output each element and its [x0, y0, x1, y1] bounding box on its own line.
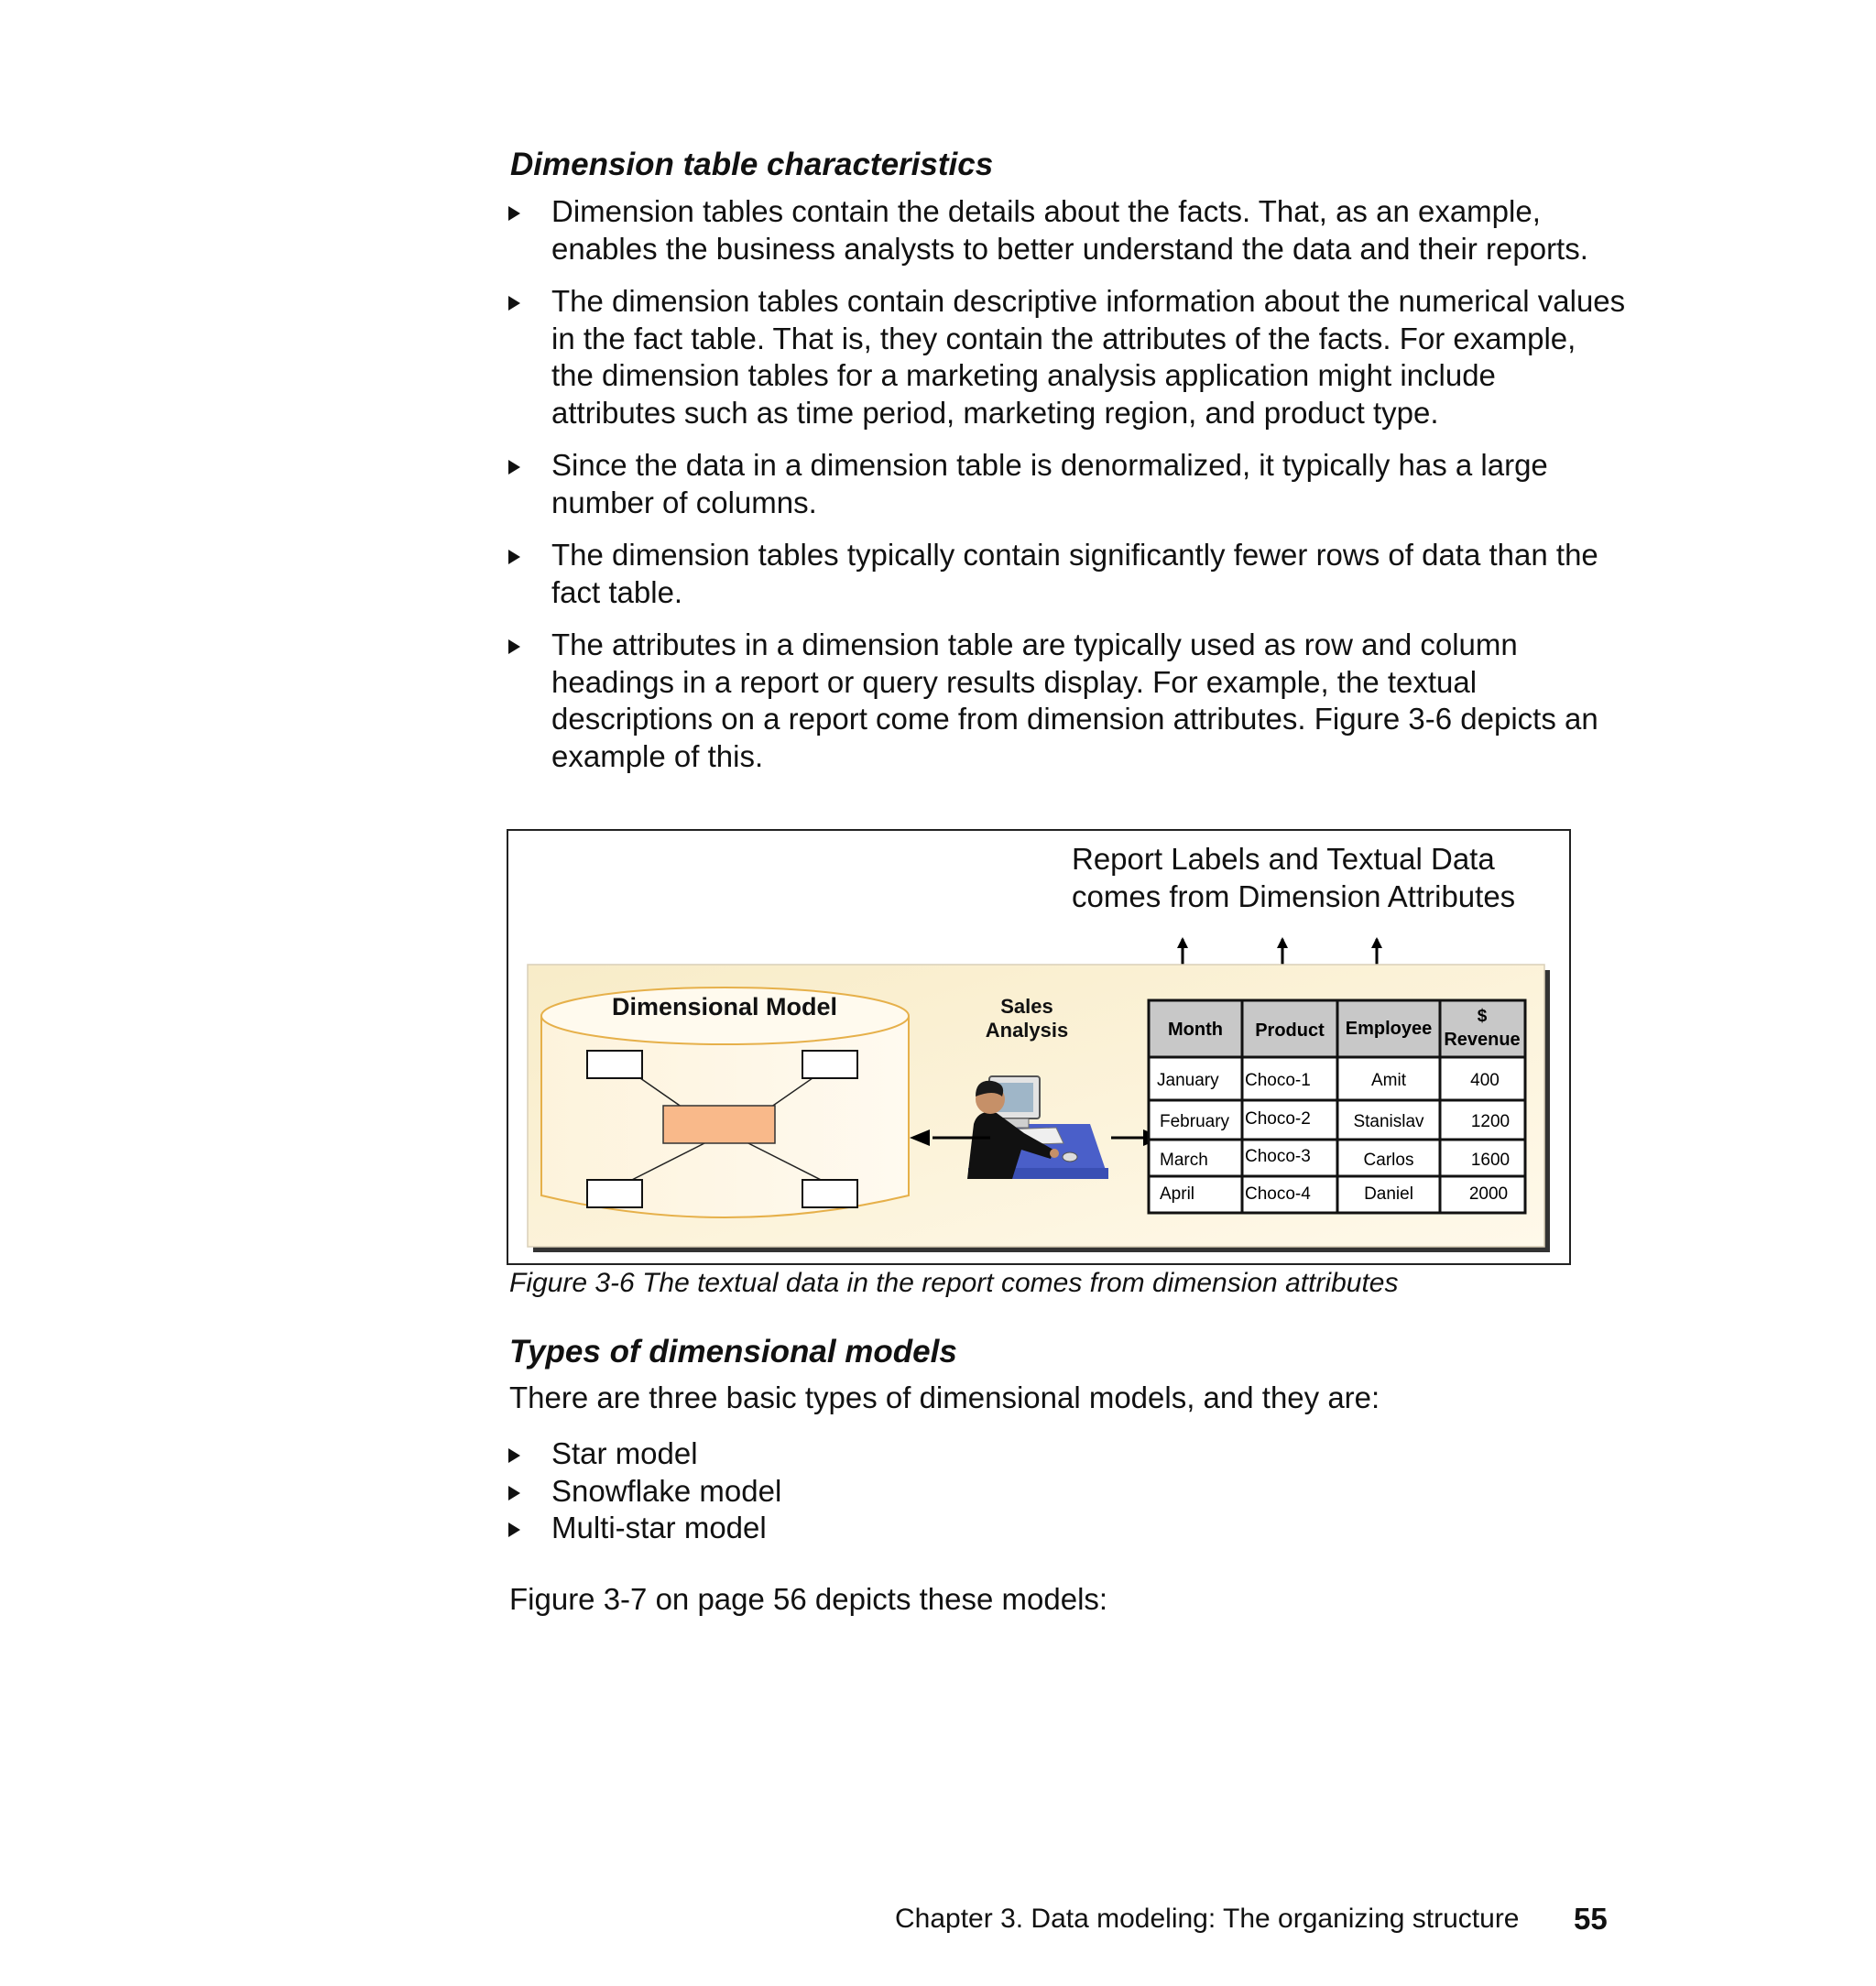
bullet-triangle-icon: [508, 550, 520, 564]
top-label-line1: Report Labels and Textual Data: [1072, 842, 1495, 876]
header-revenue: Revenue: [1444, 1030, 1521, 1050]
figure-caption: Figure 3-6 The textual data in the report comes from dimension attributes: [509, 1268, 1399, 1298]
header-employee: Employee: [1345, 1019, 1433, 1039]
bullet-triangle-icon: [508, 206, 520, 221]
list-item: [508, 537, 1626, 611]
cell-revenue: 2000: [1468, 1184, 1509, 1204]
list-item: [508, 1435, 1626, 1473]
list-item: [508, 193, 1626, 267]
dimension-box: [587, 1180, 642, 1207]
footer-chapter-title: Chapter 3. Data modeling: The organizing structure: [895, 1904, 1520, 1934]
cell-revenue: 1200: [1470, 1112, 1511, 1131]
section-heading-types: Types of dimensional models: [509, 1334, 957, 1369]
list-item-text: Snowflake model: [551, 1473, 782, 1508]
report-table: [1149, 1000, 1525, 1213]
list-item-text: Dimension tables contain the details about the facts. That, as an example, enables the business analysts to better understand the data and their reports.: [551, 194, 1588, 266]
header-dollar: $: [1477, 1007, 1488, 1026]
fact-table-box: [663, 1106, 775, 1143]
figure-3-6-diagram: [507, 829, 1571, 1265]
model-types-list: [508, 1435, 1626, 1547]
list-item-text: Since the data in a dimension table is denormalized, it typically has a large number of columns.: [551, 448, 1548, 519]
bullet-triangle-icon: [508, 460, 520, 475]
dimension-box: [802, 1051, 857, 1078]
header-product: Product: [1255, 1020, 1325, 1041]
list-item-text: The dimension tables typically contain significantly fewer rows of data than the fact table.: [551, 538, 1598, 609]
cell-employee: Daniel: [1364, 1184, 1413, 1204]
list-item: [508, 627, 1626, 775]
sales-label-line1: Sales: [1000, 995, 1053, 1018]
list-item-text: The attributes in a dimension table are typically used as row and column headings in a report or query results display. For example, the textual descriptions on a report come from dimension attributes. Figure 3-6 depicts an example of this.: [551, 627, 1598, 773]
top-label-line2: comes from Dimension Attributes: [1072, 879, 1516, 913]
page-number: 55: [1574, 1902, 1608, 1936]
list-item: [508, 1473, 1626, 1511]
cell-revenue: 1600: [1470, 1151, 1511, 1170]
cell-employee: Stanislav: [1353, 1112, 1424, 1131]
cell-product: Choco-3: [1245, 1147, 1311, 1166]
cell-month: February: [1160, 1112, 1230, 1131]
dimension-box: [587, 1051, 642, 1078]
cell-month: April: [1160, 1184, 1195, 1204]
model-title: Dimensional Model: [611, 993, 838, 1020]
bullet-triangle-icon: [508, 1486, 520, 1500]
intro-paragraph: There are three basic types of dimensional models, and they are:: [509, 1380, 1380, 1414]
list-item: [508, 1510, 1626, 1547]
cell-employee: Amit: [1371, 1071, 1406, 1090]
list-item-text: The dimension tables contain descriptive information about the numerical values in the fact table. That is, they contain the attributes of the facts. For example, the dimension tables for a marketing analysis application might include attributes such as time period, marketing region, and product type.: [551, 284, 1626, 430]
bullet-list-characteristics: [508, 193, 1626, 791]
header-month: Month: [1168, 1020, 1223, 1040]
bullet-triangle-icon: [508, 639, 520, 654]
section-heading-dimension-table: Dimension table characteristics: [510, 147, 994, 182]
bullet-triangle-icon: [508, 1448, 520, 1463]
list-item-text: Multi-star model: [551, 1511, 767, 1544]
sales-label-line2: Analysis: [985, 1019, 1069, 1042]
cell-month: March: [1160, 1151, 1208, 1170]
cell-revenue: 400: [1470, 1071, 1500, 1090]
cell-product: Choco-1: [1245, 1071, 1311, 1090]
dimension-box: [802, 1180, 857, 1207]
outro-paragraph: Figure 3-7 on page 56 depicts these models:: [509, 1582, 1108, 1616]
cell-product: Choco-4: [1245, 1184, 1311, 1204]
list-item: [508, 283, 1626, 431]
bullet-triangle-icon: [508, 1522, 520, 1537]
list-item: [508, 447, 1626, 521]
bullet-triangle-icon: [508, 296, 520, 311]
cell-month: January: [1157, 1071, 1219, 1090]
cell-product: Choco-2: [1245, 1109, 1311, 1129]
cell-employee: Carlos: [1363, 1151, 1414, 1170]
list-item-text: Star model: [551, 1436, 698, 1470]
